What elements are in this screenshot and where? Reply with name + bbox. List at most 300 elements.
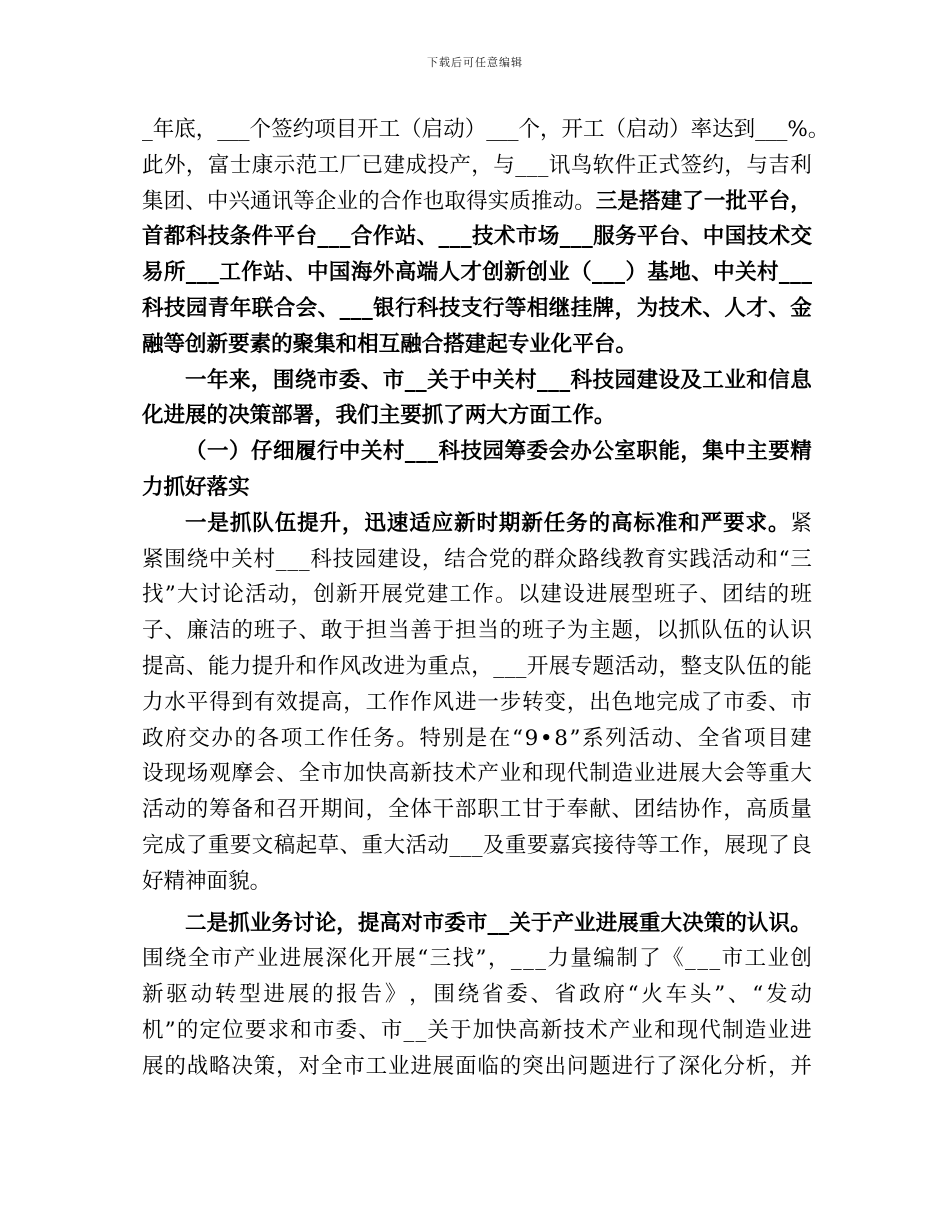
text-char: 题 bbox=[592, 653, 615, 679]
text-char: 产 bbox=[477, 761, 499, 787]
text-char: ” bbox=[164, 582, 176, 608]
text-char: 嘉 bbox=[548, 832, 571, 858]
text-char: 析 bbox=[745, 1053, 768, 1079]
text-char: 合 bbox=[379, 188, 402, 214]
text-char: 众 bbox=[555, 546, 578, 572]
text-char: 互 bbox=[378, 331, 401, 357]
text-char: 实 bbox=[228, 474, 250, 500]
text-char: 业 bbox=[256, 946, 279, 972]
text-char: ， bbox=[768, 1053, 790, 1079]
text-char: 关 bbox=[360, 439, 383, 465]
text-char: 委 bbox=[526, 439, 548, 465]
text-char: 进 bbox=[383, 653, 405, 679]
text-char: 服 bbox=[593, 224, 615, 250]
text-char: 、 bbox=[164, 618, 186, 644]
text-char: 聚 bbox=[292, 331, 315, 357]
text-char: 的 bbox=[511, 546, 533, 572]
text-char: 对 bbox=[298, 1053, 321, 1079]
text-char: 全 bbox=[320, 1053, 343, 1079]
text-char: 制 bbox=[616, 946, 638, 972]
text-char: 到 bbox=[733, 117, 756, 142]
text-char: 方 bbox=[507, 403, 530, 429]
text-char: 技 bbox=[658, 295, 681, 321]
text-char: 了 bbox=[682, 188, 704, 214]
text-char: 地 bbox=[633, 689, 656, 715]
text-char: 突 bbox=[522, 1053, 544, 1079]
text-char: 委 bbox=[745, 689, 768, 715]
text-char: 要 bbox=[526, 832, 549, 858]
text-char: 工 bbox=[744, 946, 767, 972]
text-line bbox=[142, 542, 812, 578]
text-char: 开 bbox=[371, 946, 393, 972]
text-char: 深 bbox=[678, 1053, 701, 1079]
text-char: 决 bbox=[682, 910, 704, 936]
text-char: 技 bbox=[746, 224, 769, 250]
text-char: 水 bbox=[164, 689, 186, 715]
text-char: _ bbox=[460, 832, 472, 858]
text-char: 主 bbox=[746, 439, 768, 465]
text-char: 全 bbox=[387, 797, 410, 823]
text-char: 8 bbox=[554, 725, 568, 751]
text-char: _ bbox=[339, 295, 351, 321]
text-char: ， bbox=[566, 689, 589, 715]
text-char: 府 bbox=[165, 725, 187, 751]
text-char: 专 bbox=[507, 331, 530, 357]
text-char: 新 bbox=[504, 260, 526, 286]
text-char: 等 bbox=[163, 331, 186, 357]
text-char: 率 bbox=[690, 117, 713, 142]
text-char: 会 bbox=[253, 761, 276, 787]
text-char: 新 bbox=[410, 761, 432, 787]
text-char: 技 bbox=[439, 295, 461, 321]
text-char: 的 bbox=[499, 1053, 522, 1079]
text-char: 作 bbox=[472, 582, 494, 608]
text-char: 端 bbox=[416, 260, 439, 286]
text-char: 才 bbox=[460, 260, 482, 286]
text-char: ， bbox=[539, 117, 562, 142]
text-char: 也 bbox=[422, 188, 445, 214]
text-char: 建 bbox=[426, 582, 449, 608]
text-char: 园 bbox=[614, 367, 636, 393]
text-char: ， bbox=[658, 653, 681, 679]
text-char: 政 bbox=[579, 982, 601, 1008]
text-char: 、 bbox=[699, 582, 721, 608]
text-line bbox=[142, 721, 812, 757]
text-char: 和 bbox=[756, 546, 778, 572]
text-char: 迅 bbox=[364, 510, 386, 536]
text-char: 工 bbox=[702, 367, 724, 393]
text-char: 项 bbox=[314, 117, 336, 142]
text-char: 术 bbox=[680, 295, 702, 321]
text-char: 中 bbox=[307, 260, 329, 286]
text-char: 化 bbox=[550, 331, 573, 357]
text-line bbox=[142, 434, 812, 470]
text-char: 融 bbox=[142, 331, 164, 357]
text-char: 队 bbox=[724, 653, 746, 679]
text-char: 动 bbox=[164, 797, 186, 823]
text-char: 文 bbox=[251, 832, 274, 858]
text-char: 洁 bbox=[209, 618, 231, 644]
text-char: 村 bbox=[382, 439, 405, 465]
text-char: 的 bbox=[234, 725, 257, 751]
text-char: 型 bbox=[239, 982, 261, 1008]
text-char: _ bbox=[403, 1017, 415, 1043]
text-char: 》 bbox=[384, 982, 407, 1008]
text-char: 富 bbox=[207, 152, 230, 178]
text-char: 软 bbox=[592, 152, 615, 178]
text-char: 期 bbox=[498, 510, 521, 536]
text-char: 工 bbox=[317, 152, 340, 178]
text-char: 、 bbox=[185, 653, 208, 679]
text-char: _ bbox=[197, 260, 208, 286]
text-char: 抓 bbox=[228, 910, 250, 936]
text-char: 于 bbox=[544, 797, 566, 823]
text-char: 相 bbox=[357, 331, 379, 357]
text-char: 启 bbox=[626, 117, 648, 142]
text-char: 利 bbox=[790, 152, 812, 178]
text-char: 工 bbox=[658, 832, 681, 858]
text-char: 专 bbox=[570, 653, 593, 679]
text-char: 件 bbox=[251, 224, 274, 250]
text-char: 团 bbox=[163, 188, 186, 214]
text-char: 和 bbox=[295, 653, 318, 679]
text-char: “ bbox=[417, 946, 429, 972]
text-char: 园 bbox=[185, 295, 208, 321]
text-char: 力 bbox=[142, 474, 164, 500]
text-char: 机 bbox=[142, 1017, 164, 1043]
text-char: 抓 bbox=[421, 403, 444, 429]
text-char: 党 bbox=[488, 546, 511, 572]
text-char: 科 bbox=[438, 439, 461, 465]
text-char: 科 bbox=[417, 295, 439, 321]
text-char: 要 bbox=[768, 439, 790, 465]
text-char: 车 bbox=[665, 982, 688, 1008]
text-char: _ bbox=[404, 367, 416, 393]
text-char: 接 bbox=[592, 832, 615, 858]
text-line bbox=[142, 291, 812, 327]
text-char: 了 bbox=[185, 832, 208, 858]
text-char: 术 bbox=[493, 224, 516, 250]
text-char: 底 bbox=[174, 117, 196, 142]
text-char: 代 bbox=[699, 1017, 721, 1043]
text-line bbox=[142, 941, 812, 977]
text-char: 创 bbox=[790, 946, 812, 972]
text-char: 担 bbox=[455, 618, 477, 644]
text-char: ， bbox=[633, 618, 656, 644]
text-char: 成 bbox=[678, 689, 701, 715]
text-char: 产 bbox=[552, 910, 574, 936]
text-char: _ bbox=[548, 367, 559, 393]
text-char: 求 bbox=[745, 510, 768, 536]
text-char: 科 bbox=[185, 224, 208, 250]
text-char: 建 bbox=[377, 546, 399, 572]
text-char: 动 bbox=[790, 982, 812, 1008]
text-char: 地 bbox=[669, 260, 691, 286]
text-char: _ bbox=[208, 260, 219, 286]
text-char: ， bbox=[487, 946, 510, 972]
text-char: _ bbox=[142, 117, 153, 142]
text-char: 署 bbox=[292, 403, 315, 429]
text-char: 甘 bbox=[522, 797, 544, 823]
text-char: 行 bbox=[482, 295, 505, 321]
text-char: 建 bbox=[790, 725, 812, 751]
text-char: 要 bbox=[228, 331, 250, 357]
text-char: 术 bbox=[768, 224, 791, 250]
text-char: 企 bbox=[314, 188, 337, 214]
text-char: ， bbox=[250, 367, 273, 393]
text-char: 中 bbox=[471, 367, 493, 393]
text-char: 是 bbox=[617, 188, 639, 214]
text-char: _ bbox=[535, 946, 546, 972]
text-line bbox=[142, 792, 812, 828]
text-char: _ bbox=[496, 117, 508, 142]
text-char: _ bbox=[537, 152, 549, 178]
text-char: 活 bbox=[245, 582, 267, 608]
text-char: 科 bbox=[570, 367, 593, 393]
text-char: 三 bbox=[790, 546, 812, 572]
text-char: 士 bbox=[229, 152, 252, 178]
text-char: 集 bbox=[142, 188, 164, 214]
text-char: 和 bbox=[253, 797, 276, 823]
text-char: 进 bbox=[455, 689, 477, 715]
text-char: 题 bbox=[589, 1053, 611, 1079]
text-char: 大 bbox=[660, 910, 682, 936]
text-char: 落 bbox=[206, 474, 229, 500]
text-char: 以 bbox=[656, 618, 678, 644]
text-char: 。 bbox=[494, 582, 517, 608]
text-char: 在 bbox=[488, 725, 511, 751]
text-char: 展 bbox=[394, 946, 416, 972]
text-char: 此 bbox=[142, 152, 164, 178]
text-char: “ bbox=[752, 982, 764, 1008]
text-char: 了 bbox=[443, 403, 465, 429]
text-char: 列 bbox=[605, 725, 627, 751]
text-char: 作 bbox=[387, 689, 410, 715]
text-char: 目 bbox=[335, 117, 358, 142]
text-char: 和 bbox=[678, 510, 700, 536]
text-char: 化 bbox=[142, 403, 164, 429]
text-char: _ bbox=[287, 546, 299, 572]
text-char: 提 bbox=[357, 910, 380, 936]
text-char: 村 bbox=[756, 260, 779, 286]
text-char: 造 bbox=[611, 761, 634, 787]
text-char: 、 bbox=[358, 1017, 380, 1043]
text-char: 履 bbox=[294, 439, 317, 465]
text-char: 进 bbox=[790, 1017, 812, 1043]
text-char: 要 bbox=[229, 832, 252, 858]
text-char: 工 bbox=[303, 725, 326, 751]
text-char: 草 bbox=[317, 832, 340, 858]
text-char: 结 bbox=[656, 797, 678, 823]
text-char: 高 bbox=[518, 1017, 540, 1043]
text-char: 创 bbox=[526, 260, 548, 286]
text-char: 《 bbox=[662, 946, 684, 972]
text-char: 的 bbox=[271, 331, 293, 357]
text-line bbox=[142, 577, 812, 613]
text-char: 动 bbox=[443, 117, 465, 142]
text-char: 务 bbox=[373, 725, 395, 751]
text-char: 作 bbox=[410, 689, 432, 715]
text-char: _ bbox=[416, 439, 427, 465]
text-char: 省 bbox=[554, 982, 577, 1008]
text-char: 班 bbox=[253, 618, 276, 644]
text-char: 约 bbox=[292, 117, 315, 142]
text-char: 了 bbox=[639, 946, 661, 972]
text-char: 担 bbox=[365, 618, 388, 644]
text-char: 待 bbox=[614, 832, 637, 858]
text-char: 开 bbox=[561, 117, 584, 142]
text-char: 子 bbox=[544, 618, 566, 644]
text-char: ， bbox=[409, 982, 431, 1008]
text-char: 当 bbox=[387, 618, 410, 644]
text-char: 为 bbox=[405, 653, 427, 679]
text-char: 升 bbox=[273, 653, 296, 679]
text-char: 务 bbox=[615, 224, 637, 250]
text-char: 提 bbox=[297, 510, 319, 536]
text-char: 风 bbox=[339, 653, 362, 679]
text-char: ， bbox=[724, 152, 746, 178]
text-char: 市 bbox=[320, 761, 343, 787]
text-char: 新 bbox=[454, 510, 476, 536]
text-char: 、 bbox=[339, 832, 362, 858]
text-char: 造 bbox=[744, 1017, 767, 1043]
text-char: 正 bbox=[636, 152, 659, 178]
text-char: 动 bbox=[427, 832, 449, 858]
text-char: 的 bbox=[186, 797, 209, 823]
text-char: 定 bbox=[199, 1017, 222, 1043]
text-char: 业 bbox=[249, 910, 272, 936]
text-char: 园 bbox=[482, 439, 504, 465]
text-char: 讯 bbox=[271, 188, 294, 214]
text-char: 项 bbox=[743, 725, 766, 751]
text-char: _ bbox=[228, 117, 239, 142]
text-char: 当 bbox=[477, 618, 499, 644]
text-char: 展 bbox=[381, 582, 403, 608]
text-char: 鸟 bbox=[570, 152, 593, 178]
text-char: 两 bbox=[464, 403, 487, 429]
text-char: 省 bbox=[720, 725, 743, 751]
text-char: _ bbox=[778, 260, 790, 286]
text-char: _ bbox=[697, 946, 708, 972]
text-char: 到 bbox=[231, 689, 253, 715]
text-char: 室 bbox=[614, 439, 636, 465]
text-line bbox=[142, 327, 812, 363]
text-char: 对 bbox=[401, 910, 423, 936]
text-char: 加 bbox=[343, 761, 365, 787]
text-char: 个 bbox=[249, 117, 272, 142]
text-char: 火 bbox=[641, 982, 663, 1008]
text-char: _ bbox=[471, 832, 483, 858]
text-line bbox=[142, 506, 812, 542]
text-char: 的 bbox=[499, 618, 522, 644]
text-char: 。 bbox=[615, 331, 637, 357]
text-char: 严 bbox=[700, 510, 723, 536]
text-char: 新 bbox=[335, 582, 358, 608]
text-char: 论 bbox=[314, 910, 337, 936]
text-char: 技 bbox=[432, 761, 455, 787]
text-char: 作 bbox=[241, 260, 263, 286]
text-char: 子 bbox=[276, 618, 298, 644]
text-char: 伍 bbox=[274, 510, 297, 536]
text-char: 任 bbox=[350, 725, 372, 751]
text-char: 围 bbox=[272, 367, 295, 393]
text-char: 作 bbox=[327, 725, 349, 751]
text-char: 、 bbox=[317, 295, 340, 321]
text-char: 工 bbox=[550, 403, 573, 429]
text-char: 府 bbox=[603, 982, 625, 1008]
text-char: 展 bbox=[287, 982, 310, 1008]
text-char: 型 bbox=[631, 582, 653, 608]
text-char: 作 bbox=[401, 188, 423, 214]
text-char: 现 bbox=[164, 761, 186, 787]
text-char: 、 bbox=[674, 725, 697, 751]
text-char: 达 bbox=[712, 117, 734, 142]
text-char: 技 bbox=[163, 295, 186, 321]
text-char: 队 bbox=[700, 618, 723, 644]
text-char: 识 bbox=[790, 618, 812, 644]
text-char: 讨 bbox=[199, 582, 222, 608]
text-char: 好 bbox=[185, 474, 207, 500]
text-char: 重 bbox=[361, 832, 384, 858]
text-char: 村 bbox=[253, 546, 275, 572]
text-char: 外 bbox=[163, 152, 186, 178]
text-char: ， bbox=[365, 797, 388, 823]
text-char: ， bbox=[471, 152, 493, 178]
text-char: 合 bbox=[273, 295, 296, 321]
text-char: 能 bbox=[207, 653, 230, 679]
text-char: 术 bbox=[455, 761, 477, 787]
text-char: 台 bbox=[295, 224, 317, 250]
text-char: 的 bbox=[164, 1053, 186, 1079]
text-char: 线 bbox=[600, 546, 622, 572]
text-char: 路 bbox=[577, 546, 600, 572]
text-char: 市 bbox=[343, 1053, 365, 1079]
text-char: 工 bbox=[449, 582, 472, 608]
text-char: 升 bbox=[319, 510, 342, 536]
text-char: 团 bbox=[722, 582, 744, 608]
text-char: ， bbox=[723, 797, 745, 823]
text-char: 召 bbox=[276, 797, 298, 823]
text-char: 市 bbox=[721, 946, 744, 972]
text-char: 了 bbox=[656, 1053, 678, 1079]
text-char: 国 bbox=[328, 260, 351, 286]
text-char: 于 bbox=[432, 618, 455, 644]
text-char: _ bbox=[328, 224, 340, 250]
text-char: “ bbox=[627, 982, 639, 1008]
text-char: 为 bbox=[566, 618, 589, 644]
text-char: 建 bbox=[636, 367, 658, 393]
text-char: _ bbox=[404, 439, 416, 465]
text-char: _ bbox=[504, 653, 516, 679]
text-char: 作 bbox=[317, 653, 340, 679]
text-char: 务 bbox=[271, 910, 293, 936]
text-char: ， bbox=[336, 910, 358, 936]
text-char: 和 bbox=[746, 367, 768, 393]
text-char: 新 bbox=[142, 982, 164, 1008]
text-char: _ bbox=[526, 152, 538, 178]
text-char: _ bbox=[498, 910, 510, 936]
text-char: 班 bbox=[654, 582, 676, 608]
text-char: 动 bbox=[734, 546, 756, 572]
text-char: 关 bbox=[493, 367, 515, 393]
text-char: 中 bbox=[724, 439, 746, 465]
text-char: 、 bbox=[680, 224, 703, 250]
text-char: 展 bbox=[432, 1053, 455, 1079]
text-char: 业 bbox=[499, 761, 522, 787]
text-char: 和 bbox=[654, 1017, 676, 1043]
text-char: 要 bbox=[400, 403, 422, 429]
text-char: 进 bbox=[585, 582, 608, 608]
